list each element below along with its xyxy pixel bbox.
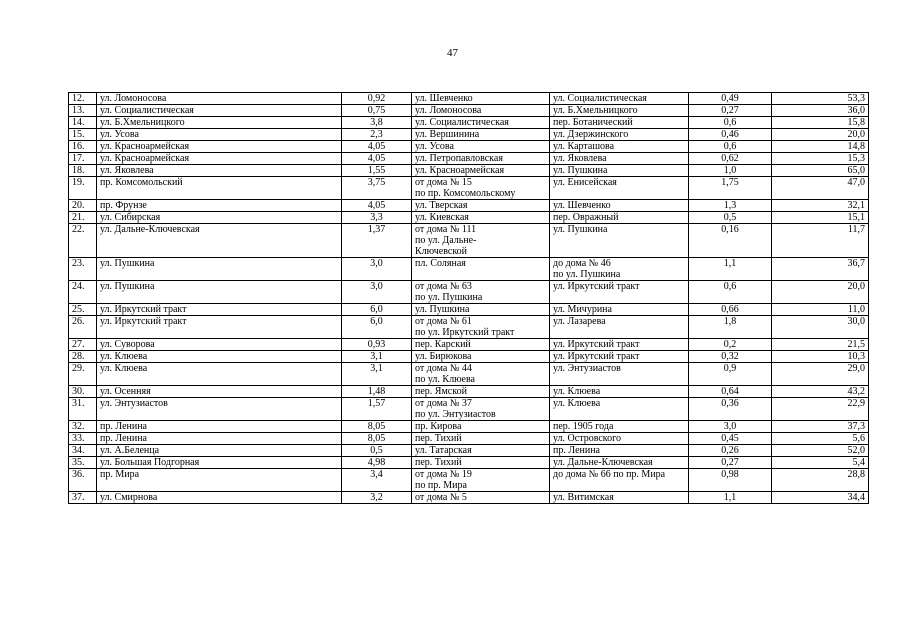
to-line: ул. Лазарева [553, 316, 606, 327]
section-length-cell: 0,62 [689, 153, 772, 165]
row-number-cell: 17. [69, 153, 97, 165]
from-line: ул. Петропавловская [415, 153, 503, 164]
table-row [69, 224, 869, 258]
from-cell [412, 105, 550, 117]
section-length-cell: 0,6 [689, 117, 772, 129]
section-length-cell: 0,32 [689, 351, 772, 363]
to-cell [550, 469, 689, 492]
length-cell: 1,55 [342, 165, 412, 177]
from-line: ул. Татарская [415, 445, 472, 456]
street-cell: ул. Клюева [97, 351, 342, 363]
from-line: по пр. Мира [415, 480, 467, 491]
table-row [69, 117, 869, 129]
from-line: пл. Соляная [415, 258, 466, 269]
street-cell: ул. А.Беленца [97, 445, 342, 457]
from-line: от дома № 37 [415, 398, 472, 409]
street-cell: пр. Фрунзе [97, 200, 342, 212]
section-length-cell: 1,1 [689, 258, 772, 281]
section-length-cell: 0,6 [689, 281, 772, 304]
from-cell [412, 421, 550, 433]
to-line: пер. 1905 года [553, 421, 614, 432]
row-number-cell: 30. [69, 386, 97, 398]
to-line: ул. Иркутский тракт [553, 351, 640, 362]
section-length-cell: 0,64 [689, 386, 772, 398]
from-cell [412, 386, 550, 398]
to-cell [550, 258, 689, 281]
row-number-cell: 19. [69, 177, 97, 200]
to-cell [550, 129, 689, 141]
from-cell [412, 200, 550, 212]
to-cell [550, 457, 689, 469]
row-number-cell: 32. [69, 421, 97, 433]
from-line: пр. Кирова [415, 421, 462, 432]
length-cell: 1,37 [342, 224, 412, 258]
to-line: ул. Иркутский тракт [553, 281, 640, 292]
section-length-cell: 0,36 [689, 398, 772, 421]
section-length-cell: 0,16 [689, 224, 772, 258]
row-number-cell: 25. [69, 304, 97, 316]
table-row [69, 492, 869, 504]
row-number-cell: 14. [69, 117, 97, 129]
street-cell: ул. Клюева [97, 363, 342, 386]
to-line: ул. Энтузиастов [553, 363, 621, 374]
section-length-cell: 0,49 [689, 93, 772, 105]
from-cell [412, 445, 550, 457]
from-line: от дома № 15 [415, 177, 472, 188]
to-line: ул. Пушкина [553, 224, 608, 235]
from-line: от дома № 44 [415, 363, 472, 374]
section-length-cell: 0,9 [689, 363, 772, 386]
row-number-cell: 16. [69, 141, 97, 153]
from-line: ул. Социалистическая [415, 117, 509, 128]
value-cell: 20,0 [772, 129, 869, 141]
to-line: ул. Клюева [553, 386, 601, 397]
street-cell: ул. Дальне-Ключевская [97, 224, 342, 258]
value-cell: 15,1 [772, 212, 869, 224]
value-cell: 36,7 [772, 258, 869, 281]
length-cell: 1,57 [342, 398, 412, 421]
from-cell [412, 93, 550, 105]
from-line: ул. Бирюкова [415, 351, 472, 362]
table-row [69, 351, 869, 363]
value-cell: 14,8 [772, 141, 869, 153]
from-cell [412, 316, 550, 339]
value-cell: 28,8 [772, 469, 869, 492]
from-cell [412, 492, 550, 504]
from-line: от дома № 63 [415, 281, 472, 292]
row-number-cell: 20. [69, 200, 97, 212]
table-row [69, 445, 869, 457]
street-cell: ул. Иркутский тракт [97, 304, 342, 316]
to-line: ул. Дзержинского [553, 129, 629, 140]
section-length-cell: 1,3 [689, 200, 772, 212]
to-line: ул. Шевченко [553, 200, 611, 211]
from-line: пер. Тихий [415, 457, 462, 468]
value-cell: 47,0 [772, 177, 869, 200]
section-length-cell: 0,46 [689, 129, 772, 141]
to-cell [550, 421, 689, 433]
from-cell [412, 258, 550, 281]
from-line: ул. Киевская [415, 212, 469, 223]
from-line: ул. Красноармейская [415, 165, 505, 176]
from-cell [412, 433, 550, 445]
to-cell [550, 105, 689, 117]
row-number-cell: 31. [69, 398, 97, 421]
from-line: пер. Ямской [415, 386, 467, 397]
value-cell: 43,2 [772, 386, 869, 398]
street-cell: ул. Красноармейская [97, 153, 342, 165]
length-cell: 0,5 [342, 445, 412, 457]
street-cell: ул. Ломоносова [97, 93, 342, 105]
from-cell [412, 469, 550, 492]
table-row [69, 200, 869, 212]
to-line: ул. Витимская [553, 492, 614, 503]
table-row [69, 386, 869, 398]
row-number-cell: 15. [69, 129, 97, 141]
table-row [69, 177, 869, 200]
section-length-cell: 0,2 [689, 339, 772, 351]
table-row [69, 165, 869, 177]
table-row [69, 129, 869, 141]
row-number-cell: 13. [69, 105, 97, 117]
from-line: пер. Тихий [415, 433, 462, 444]
section-length-cell: 0,98 [689, 469, 772, 492]
to-cell [550, 351, 689, 363]
row-number-cell: 22. [69, 224, 97, 258]
table-row [69, 141, 869, 153]
from-line: по ул. Дальне- [415, 235, 477, 246]
row-number-cell: 34. [69, 445, 97, 457]
to-line: ул. Пушкина [553, 165, 608, 176]
length-cell: 3,1 [342, 363, 412, 386]
table-row [69, 304, 869, 316]
section-length-cell: 0,5 [689, 212, 772, 224]
length-cell: 3,0 [342, 258, 412, 281]
value-cell: 32,1 [772, 200, 869, 212]
table-row [69, 433, 869, 445]
to-line: ул. Карташова [553, 141, 615, 152]
street-cell: ул. Большая Подгорная [97, 457, 342, 469]
from-cell [412, 339, 550, 351]
value-cell: 11,0 [772, 304, 869, 316]
value-cell: 15,8 [772, 117, 869, 129]
to-cell [550, 141, 689, 153]
street-cell: ул. Пушкина [97, 281, 342, 304]
length-cell: 4,98 [342, 457, 412, 469]
from-cell [412, 304, 550, 316]
street-cell: ул. Сибирская [97, 212, 342, 224]
value-cell: 36,0 [772, 105, 869, 117]
street-cell: ул. Пушкина [97, 258, 342, 281]
to-cell [550, 492, 689, 504]
from-line: по ул. Пушкина [415, 292, 483, 303]
section-length-cell: 1,0 [689, 165, 772, 177]
length-cell: 6,0 [342, 316, 412, 339]
to-cell [550, 153, 689, 165]
from-cell [412, 117, 550, 129]
length-cell: 0,92 [342, 93, 412, 105]
value-cell: 10,3 [772, 351, 869, 363]
value-cell: 20,0 [772, 281, 869, 304]
to-line: ул. Дальне-Ключевская [553, 457, 653, 468]
table-row [69, 212, 869, 224]
value-cell: 52,0 [772, 445, 869, 457]
value-cell: 15,3 [772, 153, 869, 165]
from-cell [412, 141, 550, 153]
length-cell: 3,3 [342, 212, 412, 224]
table-row [69, 339, 869, 351]
row-number-cell: 33. [69, 433, 97, 445]
row-number-cell: 18. [69, 165, 97, 177]
table-row [69, 93, 869, 105]
to-line: пер. Овражный [553, 212, 619, 223]
table-row [69, 153, 869, 165]
from-line: по ул. Энтузиастов [415, 409, 496, 420]
length-cell: 2,3 [342, 129, 412, 141]
to-cell [550, 316, 689, 339]
section-length-cell: 0,6 [689, 141, 772, 153]
to-line: ул. Иркутский тракт [553, 339, 640, 350]
value-cell: 34,4 [772, 492, 869, 504]
value-cell: 53,3 [772, 93, 869, 105]
section-length-cell: 1,75 [689, 177, 772, 200]
section-length-cell: 0,45 [689, 433, 772, 445]
from-line: пер. Карский [415, 339, 471, 350]
to-cell [550, 165, 689, 177]
to-cell [550, 398, 689, 421]
value-cell: 37,3 [772, 421, 869, 433]
from-line: по ул. Иркутский тракт [415, 327, 515, 338]
from-cell [412, 165, 550, 177]
length-cell: 8,05 [342, 433, 412, 445]
to-cell [550, 445, 689, 457]
table-row [69, 316, 869, 339]
table-row [69, 398, 869, 421]
table-row [69, 469, 869, 492]
to-cell [550, 224, 689, 258]
table-row [69, 281, 869, 304]
value-cell: 5,4 [772, 457, 869, 469]
from-line: ул. Вершинина [415, 129, 480, 140]
street-cell: пр. Комсомольский [97, 177, 342, 200]
table-body [69, 93, 869, 504]
length-cell: 8,05 [342, 421, 412, 433]
from-cell [412, 398, 550, 421]
to-cell [550, 433, 689, 445]
section-length-cell: 1,8 [689, 316, 772, 339]
to-line: ул. Б.Хмельницкого [553, 105, 638, 116]
to-cell [550, 339, 689, 351]
to-line: ул. Мичурина [553, 304, 612, 315]
length-cell: 3,8 [342, 117, 412, 129]
street-cell: ул. Суворова [97, 339, 342, 351]
length-cell: 3,1 [342, 351, 412, 363]
length-cell: 0,93 [342, 339, 412, 351]
from-cell [412, 224, 550, 258]
from-cell [412, 177, 550, 200]
row-number-cell: 36. [69, 469, 97, 492]
value-cell: 5,6 [772, 433, 869, 445]
from-cell [412, 457, 550, 469]
to-cell [550, 212, 689, 224]
street-cell: пр. Ленина [97, 421, 342, 433]
from-line: по ул. Клюева [415, 374, 475, 385]
table-row [69, 105, 869, 117]
street-cell: ул. Иркутский тракт [97, 316, 342, 339]
to-cell [550, 363, 689, 386]
row-number-cell: 24. [69, 281, 97, 304]
value-cell: 22,9 [772, 398, 869, 421]
to-line: до дома № 66 по пр. Мира [553, 469, 666, 480]
roads-table [68, 92, 869, 504]
row-number-cell: 35. [69, 457, 97, 469]
length-cell: 4,05 [342, 141, 412, 153]
page-number: 47 [447, 47, 458, 59]
to-cell [550, 304, 689, 316]
from-line: от дома № 5 [415, 492, 467, 503]
to-line: ул. Енисейская [553, 177, 617, 188]
from-line: от дома № 61 [415, 316, 472, 327]
table-row [69, 363, 869, 386]
value-cell: 65,0 [772, 165, 869, 177]
length-cell: 0,75 [342, 105, 412, 117]
from-cell [412, 363, 550, 386]
row-number-cell: 29. [69, 363, 97, 386]
table-row [69, 457, 869, 469]
row-number-cell: 21. [69, 212, 97, 224]
street-cell: пр. Ленина [97, 433, 342, 445]
from-line: от дома № 19 [415, 469, 472, 480]
to-cell [550, 117, 689, 129]
length-cell: 6,0 [342, 304, 412, 316]
table-row [69, 258, 869, 281]
from-line: по пр. Комсомольскому [415, 188, 516, 199]
to-line: по ул. Пушкина [553, 269, 621, 280]
from-cell [412, 281, 550, 304]
street-cell: пр. Мира [97, 469, 342, 492]
to-cell [550, 93, 689, 105]
section-length-cell: 3,0 [689, 421, 772, 433]
section-length-cell: 1,1 [689, 492, 772, 504]
to-line: пер. Ботанический [553, 117, 633, 128]
row-number-cell: 28. [69, 351, 97, 363]
street-cell: ул. Усова [97, 129, 342, 141]
street-cell: ул. Социалистическая [97, 105, 342, 117]
street-cell: ул. Осенняя [97, 386, 342, 398]
from-line: ул. Тверская [415, 200, 468, 211]
to-line: ул. Яковлева [553, 153, 607, 164]
to-line: ул. Клюева [553, 398, 601, 409]
to-line: ул. Социалистическая [553, 93, 647, 104]
length-cell: 3,75 [342, 177, 412, 200]
row-number-cell: 27. [69, 339, 97, 351]
value-cell: 30,0 [772, 316, 869, 339]
to-cell [550, 177, 689, 200]
length-cell: 3,4 [342, 469, 412, 492]
value-cell: 11,7 [772, 224, 869, 258]
row-number-cell: 37. [69, 492, 97, 504]
length-cell: 4,05 [342, 200, 412, 212]
length-cell: 1,48 [342, 386, 412, 398]
row-number-cell: 26. [69, 316, 97, 339]
row-number-cell: 12. [69, 93, 97, 105]
section-length-cell: 0,27 [689, 105, 772, 117]
length-cell: 3,0 [342, 281, 412, 304]
from-line: от дома № 111 [415, 224, 477, 235]
from-cell [412, 351, 550, 363]
from-cell [412, 212, 550, 224]
to-line: пр. Ленина [553, 445, 600, 456]
to-line: до дома № 46 [553, 258, 611, 269]
from-line: ул. Ломоносова [415, 105, 482, 116]
from-line: ул. Усова [415, 141, 454, 152]
to-cell [550, 281, 689, 304]
street-cell: ул. Смирнова [97, 492, 342, 504]
section-length-cell: 0,66 [689, 304, 772, 316]
row-number-cell: 23. [69, 258, 97, 281]
street-cell: ул. Яковлева [97, 165, 342, 177]
value-cell: 21,5 [772, 339, 869, 351]
street-cell: ул. Б.Хмельницкого [97, 117, 342, 129]
section-length-cell: 0,27 [689, 457, 772, 469]
section-length-cell: 0,26 [689, 445, 772, 457]
from-line: ул. Шевченко [415, 93, 473, 104]
from-line: ул. Пушкина [415, 304, 470, 315]
value-cell: 29,0 [772, 363, 869, 386]
length-cell: 3,2 [342, 492, 412, 504]
street-cell: ул. Красноармейская [97, 141, 342, 153]
from-cell [412, 129, 550, 141]
length-cell: 4,05 [342, 153, 412, 165]
street-cell: ул. Энтузиастов [97, 398, 342, 421]
to-cell [550, 386, 689, 398]
from-cell [412, 153, 550, 165]
from-line: Ключевской [415, 246, 468, 257]
table-row [69, 421, 869, 433]
to-line: ул. Островского [553, 433, 622, 444]
to-cell [550, 200, 689, 212]
